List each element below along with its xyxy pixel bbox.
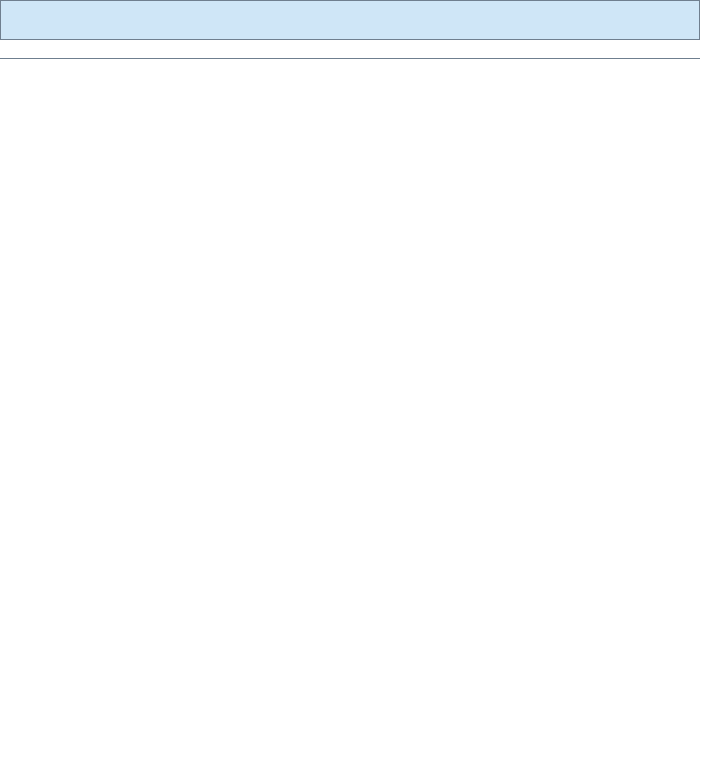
schedule-table [0, 41, 700, 772]
page-title [0, 0, 700, 40]
table-header [0, 41, 700, 59]
